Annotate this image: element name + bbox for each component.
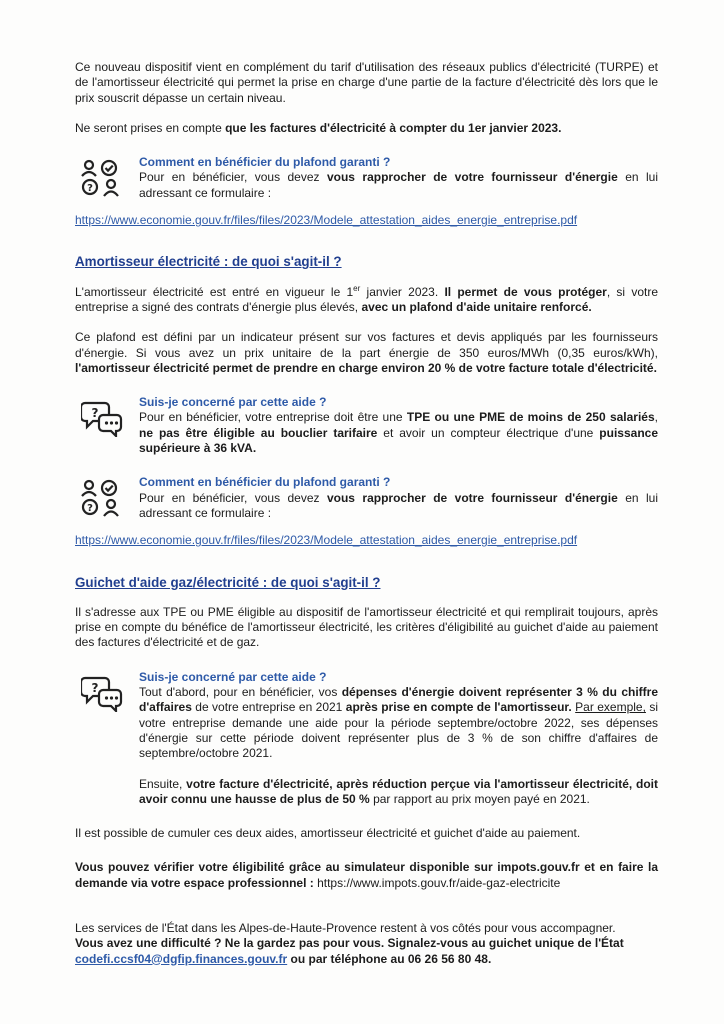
people-question-check-icon [81, 159, 123, 197]
text-run-bold: Il permet de vous protéger [444, 284, 607, 299]
callout-title: Suis-je concerné par cette aide ? [139, 669, 327, 684]
section-heading-guichet: Guichet d'aide gaz/électricité : de quoi s'agit-il ? [75, 574, 381, 590]
callout-text-bold: puissance supérieure à 36 kVA. [139, 425, 658, 456]
callout-text: si votre entreprise demande une aide pour la période septembre/octobre 2022, ses dépenses d'énergie sur cette période doivent représenter plus de 3 % de son chiffre d'affaires de septembre/octobre 2021. [139, 700, 659, 761]
callout-body-2 [139, 777, 658, 808]
email-link[interactable]: codefi.ccsf04@dgfip.finances.gouv.fr [75, 951, 288, 966]
simulateur-paragraph [75, 860, 658, 891]
intro-date-paragraph [75, 121, 658, 136]
cumul-paragraph: Il est possible de cumuler ces deux aides, amortisseur électricité et guichet d'aide au paiement. [75, 826, 581, 841]
amortisseur-paragraph-2 [75, 330, 658, 376]
callout-text-bold: ne pas être éligible au bouclier tarifaire [139, 425, 378, 440]
callout-text-bold: dépenses d'énergie doivent représenter 3 % du chiffre d'affaires [139, 685, 659, 715]
speech-bubbles-question-icon [81, 399, 123, 437]
callout-text: de votre entreprise en 2021 [191, 700, 346, 715]
callout-text: par rapport au prix moyen payé en 2021. [369, 791, 590, 806]
text-run: Ce plafond est défini par un indicateur présent sur vos factures et devis appliqués par les fournisseurs d'énergie. Si vous avez un prix unitaire de la part énergie de 350 euros/MWh (0,35 euros/kWh), [75, 330, 658, 360]
callout-concerne-1 [75, 395, 658, 456]
text-run: Les services de l'État dans les Alpes-de-Haute-Provence restent à vos côtés pour vous accompagner. [75, 920, 616, 935]
callout-body [139, 685, 658, 761]
superscript: er [353, 283, 361, 293]
callout-text-bold: après prise en compte de l'amortisseur. [345, 700, 572, 715]
text-run-bold: avec un plafond d'aide unitaire renforcé. [361, 299, 592, 314]
callout-text-bold: vous rapprocher de votre fournisseur d'énergie [326, 490, 618, 505]
intro-date-bold: que les factures d'électricité à compter du 1er janvier 2023. [225, 120, 562, 135]
callout-text: Pour en bénéficier, votre entreprise doit être une [139, 410, 407, 425]
callout-text: en lui adressant ce formulaire : [139, 170, 658, 200]
guichet-paragraph: Il s'adresse aux TPE ou PME éligible au dispositif de l'amortisseur électricité et qui remplirait toujours, après prise en compte du bénéfice de l'amortisseur électricité, les critères d'éligibilité au guichet d'aide au paiement des factures d'électricité et de gaz. [75, 604, 658, 650]
callout-text: Pour en bénéficier, vous devez [139, 490, 327, 505]
people-question-check-icon [81, 479, 123, 517]
callout-text: Ensuite, [139, 776, 187, 791]
callout-text-bold: vous rapprocher de votre fournisseur d'énergie [326, 170, 618, 185]
formulaire-link-2[interactable]: https://www.economie.gouv.fr/files/files/2023/Modele_attestation_aides_energie_entreprise.pdf [75, 533, 578, 548]
callout-text: en lui adressant ce formulaire : [139, 490, 658, 520]
callout-text: Pour en bénéficier, vous devez [139, 170, 327, 185]
callout-text: Tout d'abord, pour en bénéficier, vos [139, 685, 342, 700]
text-run-bold: Vous avez une difficulté ? Ne la gardez pas pour vous. Signalez-vous au guichet unique de l'État [75, 936, 624, 951]
section-heading-amortisseur: Amortisseur électricité : de quoi s'agit-il ? [75, 254, 342, 270]
intro-date-plain: Ne seront prises en compte [75, 120, 226, 135]
formulaire-link-1[interactable]: https://www.economie.gouv.fr/files/files/2023/Modele_attestation_aides_energie_entreprise.pdf [75, 213, 578, 228]
text-run: janvier 2023. [360, 284, 445, 299]
callout-body [139, 491, 658, 522]
text-run: , si votre entreprise a signé des contrats d'énergie plus élevés, [75, 284, 658, 314]
text-run: L'amortisseur électricité est entré en vigueur le 1 [75, 284, 354, 299]
amortisseur-paragraph-1 [75, 285, 658, 316]
callout-title: Suis-je concerné par cette aide ? [139, 395, 327, 410]
callout-body [139, 170, 658, 201]
callout-concerne-2 [75, 670, 658, 807]
text-run-bold: Vous pouvez vérifier votre éligibilité grâce au simulateur disponible sur impots.gouv.fr et en faire la demande via votre espace professionnel : [75, 860, 658, 890]
intro-paragraph: Ce nouveau dispositif vient en complément du tarif d'utilisation des réseaux publics d'électricité (TURPE) et de l'amortisseur électricité qui permet la prise en charge d'une partie de la facture d'électricité dès lors que le prix souscrit dépasse un certain niveau. [75, 60, 658, 105]
callout-text-bold: TPE ou une PME de moins de 250 salariés [406, 410, 655, 425]
callout-text: , [654, 410, 658, 425]
contact-paragraph [75, 921, 658, 967]
text-run-bold: l'amortisseur électricité permet de prendre en charge environ 20 % de votre facture totale d'électricité. [75, 360, 657, 375]
callout-body [139, 410, 658, 456]
text-run-bold: ou par téléphone au 06 26 56 80 48. [287, 951, 492, 966]
callout-title: Comment en bénéficier du plafond garanti ? [139, 475, 391, 490]
callout-plafond-1 [75, 155, 658, 201]
callout-text: et avoir un compteur électrique d'une [377, 425, 600, 440]
speech-bubbles-question-icon [81, 674, 123, 712]
callout-plafond-2 [75, 475, 658, 521]
impots-link[interactable]: https://www.impots.gouv.fr/aide-gaz-electricite [317, 875, 561, 890]
callout-text-bold: votre facture d'électricité, après réduction perçue via l'amortisseur électricité, doit avoir connu une hausse de plus de 50 % [139, 776, 658, 806]
callout-title: Comment en bénéficier du plafond garanti ? [139, 155, 391, 170]
callout-text-underlined: Par exemple, [575, 700, 646, 715]
